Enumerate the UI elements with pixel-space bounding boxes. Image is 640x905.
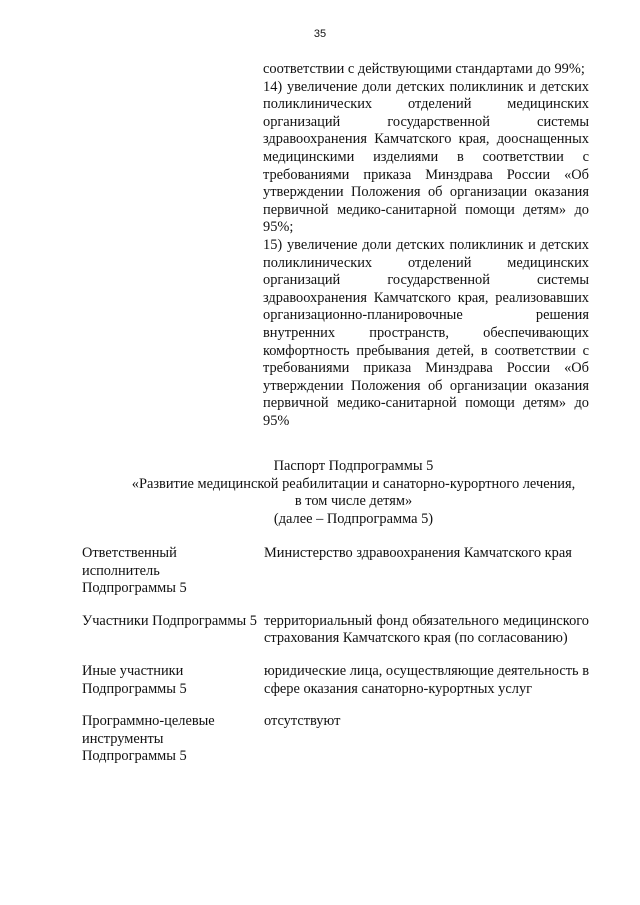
subprogram-name-line1: «Развитие медицинской реабилитации и санаторно-курортного лечения,	[131, 475, 576, 492]
goal-item-14: 14) увеличение доли детских поликлиник и детских поликлинических отделений медицинских организаций государственной системы здравоохранения Камчатского края, дооснащенных медицинскими изделиями в соответствии с требованиями приказа Минздрава России «Об утверждении Положения об организации оказания первичной медико-санитарной помощи детям» до 95%;	[263, 78, 589, 236]
subprogram-name-line2: в том числе детям»	[294, 493, 413, 510]
passport-title: Паспорт Подпрограммы 5	[273, 458, 434, 474]
passport-row	[82, 663, 590, 698]
goals-list	[263, 61, 589, 430]
passport-row-value: отсутствуют	[264, 713, 341, 730]
passport-row-label: Ответственный исполнитель Подпрограммы 5	[82, 545, 187, 597]
passport-table	[82, 545, 590, 766]
passport-row	[82, 713, 590, 766]
passport-row	[82, 613, 590, 648]
passport-heading	[96, 458, 611, 528]
subprogram-short-name: (далее – Подпрограмма 5)	[273, 510, 434, 527]
passport-row-value: Министерство здравоохранения Камчатского края	[264, 545, 572, 561]
goal-item-15: 15) увеличение доли детских поликлиник и детских поликлинических отделений медицинских организаций государственной системы здравоохранения Камчатского края, реализовавших организационно-планировочные решения внутренних пространств, обеспечивающих комфортность пребывания детей, в соответствии с требованиями приказа Минздрава России «Об утверждении Положения об организации оказания первичной медико-санитарной помощи детям» до 95%	[263, 236, 589, 429]
passport-row	[82, 545, 590, 598]
passport-row-label: Иные участники Подпрограммы 5	[82, 662, 187, 697]
passport-row-label: Программно-целевые инструменты Подпрограммы 5	[82, 713, 215, 765]
passport-row-value: юридические лица, осуществляющие деятельность в сфере оказания санаторно-курортных услуг	[264, 662, 589, 697]
passport-row-label: Участники Подпрограммы 5	[82, 612, 257, 629]
page-number: 35	[313, 28, 327, 40]
passport-row-value: территориальный фонд обязательного медицинского страхования Камчатского края (по согласованию)	[264, 612, 589, 647]
goal-item-13-tail: соответствии с действующими стандартами до 99%;	[263, 61, 585, 77]
